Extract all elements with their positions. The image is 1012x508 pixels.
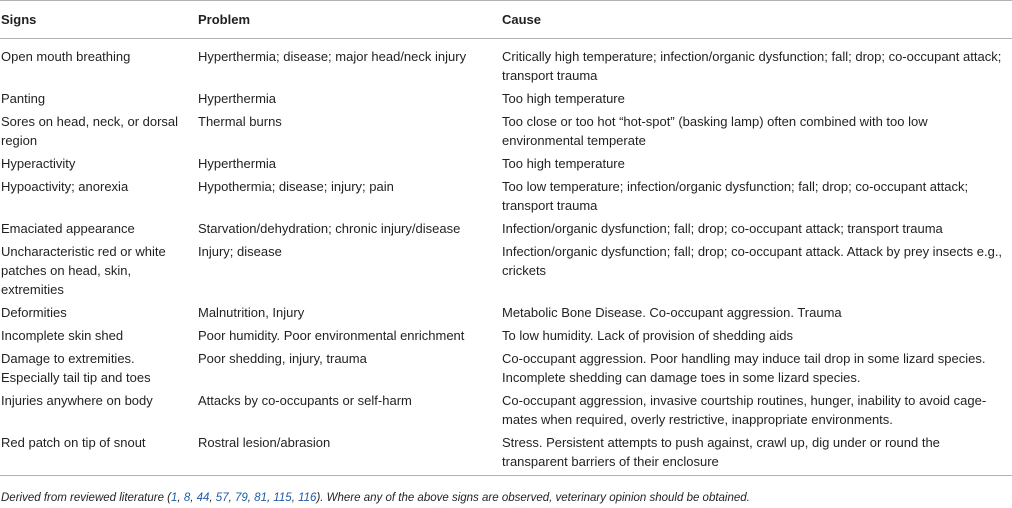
cell-problem: Injury; disease [198, 244, 282, 259]
table-row [0, 431, 1012, 476]
cell-cause: To low humidity. Lack of provision of shedding aids [502, 328, 793, 343]
table-row [0, 87, 1012, 110]
footnote-prefix: Derived from reviewed literature ( [1, 492, 172, 504]
reference-separator: , [291, 492, 299, 504]
cell-cause: Too high temperature [502, 91, 625, 106]
cell-problem: Poor shedding, injury, trauma [198, 351, 367, 366]
cell-signs: Deformities [1, 305, 67, 320]
header-row [0, 1, 1012, 39]
cell-signs: Panting [1, 91, 46, 106]
cell-problem: Thermal burns [198, 114, 282, 129]
reference-separator: , [228, 492, 235, 504]
table-row [0, 240, 1012, 301]
reference-link[interactable]: 57 [215, 492, 229, 504]
cell-signs: Hyperactivity [1, 156, 76, 171]
table-row [0, 301, 1012, 324]
cell-problem: Hyperthermia [198, 156, 277, 171]
cell-cause: Stress. Persistent attempts to push against, crawl up, dig under or round the transparent barriers of their enclosure [501, 431, 1012, 476]
cell-signs: Injuries anywhere on body [1, 393, 153, 408]
reference-link[interactable]: 8 [183, 492, 191, 504]
cell-signs: Open mouth breathing [1, 49, 131, 64]
reference-separator: , [190, 492, 197, 504]
cell-signs: Hypoactivity; anorexia [1, 179, 129, 194]
cell-signs: Sores on head, neck, or dorsal region [1, 114, 179, 148]
header-signs: Signs [0, 1, 197, 39]
cell-cause: Too low temperature; infection/organic dysfunction; fall; drop; co-occupant attack; transport trauma [502, 179, 969, 213]
table-row [0, 347, 1012, 389]
reference-link[interactable]: 116 [298, 492, 317, 504]
cell-problem: Hyperthermia [198, 91, 277, 106]
cell-cause: Too close or too hot “hot-spot” (basking lamp) often combined with too low environmental temperate [502, 114, 928, 148]
table-row [0, 175, 1012, 217]
table-row [0, 110, 1012, 152]
header-cause: Cause [501, 1, 1012, 39]
cell-problem: Attacks by co-occupants or self-harm [198, 393, 412, 408]
reference-link[interactable]: 81 [254, 492, 267, 504]
table-footnote [1, 490, 750, 506]
cell-signs: Incomplete skin shed [1, 328, 124, 343]
cell-signs: Uncharacteristic red or white patches on head, skin, extremities [1, 244, 166, 297]
cell-problem: Hyperthermia; disease; major head/neck injury [198, 49, 467, 64]
reference-separator: , [177, 492, 184, 504]
cell-cause: Metabolic Bone Disease. Co-occupant aggression. Trauma [502, 305, 842, 320]
cell-cause: Infection/organic dysfunction; fall; drop; co-occupant attack. Attack by prey insects e.g., crickets [502, 244, 1003, 278]
table-row [0, 152, 1012, 175]
cell-cause: Too high temperature [502, 156, 625, 171]
footnote-suffix: ). Where any of the above signs are observed, veterinary opinion should be obtained. [316, 492, 750, 504]
cell-cause: Infection/organic dysfunction; fall; drop; co-occupant attack; transport trauma [502, 221, 943, 236]
cell-signs: Emaciated appearance [1, 221, 135, 236]
table-row [0, 324, 1012, 347]
table-row [0, 39, 1012, 88]
reference-separator: , [247, 492, 255, 504]
reference-link[interactable]: 1 [171, 492, 178, 504]
table-row [0, 217, 1012, 240]
reference-separator: , [266, 492, 274, 504]
reference-link[interactable]: 79 [234, 492, 248, 504]
table-row [0, 389, 1012, 431]
cell-cause: Co-occupant aggression. Poor handling may induce tail drop in some lizard species. Incomplete shedding can damage toes in some lizard species. [502, 351, 986, 385]
cell-problem: Poor humidity. Poor environmental enrichment [198, 328, 465, 343]
reference-link[interactable]: 115 [273, 492, 292, 504]
cell-cause: Co-occupant aggression, invasive courtship routines, hunger, inability to avoid cage-mates when required, overly restrictive, inappropriate environments. [502, 393, 987, 427]
header-problem: Problem [197, 1, 501, 39]
cell-problem: Hypothermia; disease; injury; pain [198, 179, 394, 194]
reference-link[interactable]: 44 [196, 492, 210, 504]
table-body [0, 39, 1012, 476]
cell-signs: Red patch on tip of snout [0, 431, 197, 476]
cell-problem: Starvation/dehydration; chronic injury/disease [198, 221, 461, 236]
cell-signs: Damage to extremities. Especially tail tip and toes [1, 351, 151, 385]
footnote-refs [171, 492, 316, 504]
cell-cause: Critically high temperature; infection/organic dysfunction; fall; drop; co-occupant attack; transport trauma [502, 49, 1002, 83]
reference-separator: , [209, 492, 216, 504]
cell-problem: Malnutrition, Injury [198, 305, 305, 320]
cell-problem: Rostral lesion/abrasion [197, 431, 501, 476]
